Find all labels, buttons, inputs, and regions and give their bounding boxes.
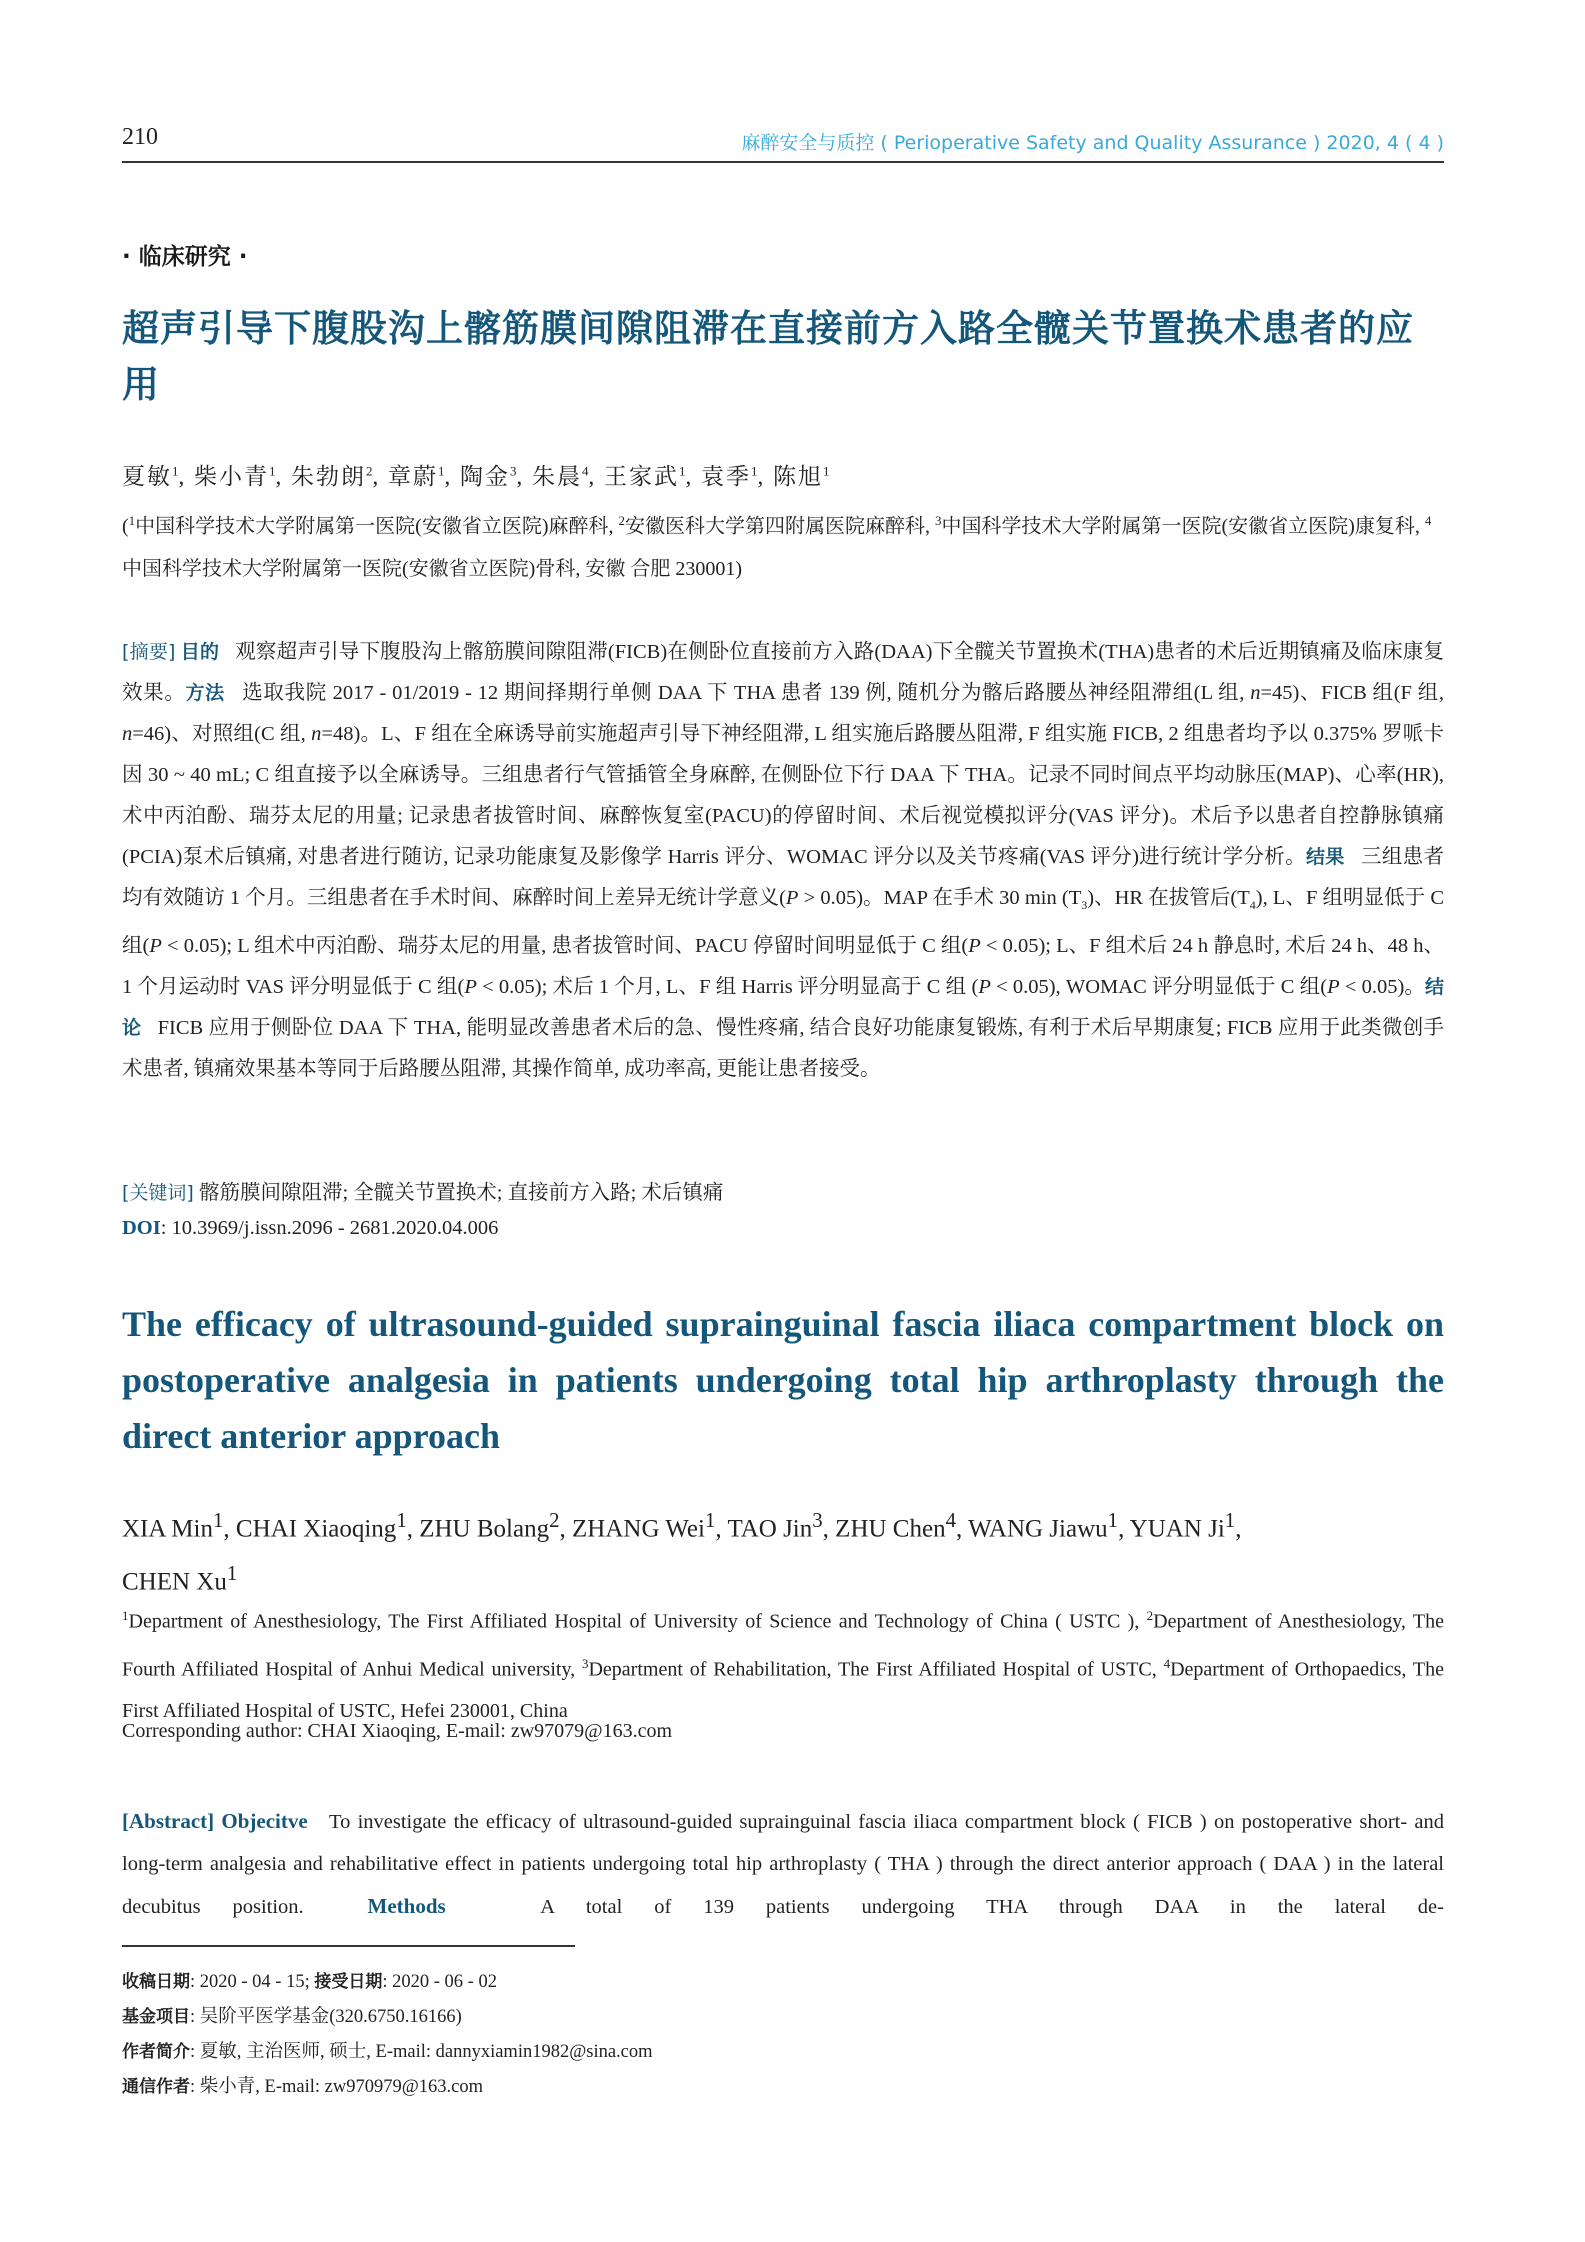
abstract-label: [Abstract] — [122, 1809, 215, 1833]
affiliation: Department of Anesthesiology, The Fourth Affiliated Hospital of Anhui Medical university, — [122, 1610, 1445, 1681]
abstract-cn — [122, 632, 1444, 1090]
column-label: · 临床研究 · — [122, 244, 248, 270]
funding-value: : 吴阶平医学基金(320.6750.16166) — [190, 2007, 462, 2027]
n-symbol: n — [122, 723, 133, 745]
author-aff: 1 — [823, 463, 830, 479]
affiliation: Department of Anesthesiology, The First Affiliated Hospital of University of Science and Technology of China ( USTC ), — [128, 1610, 1147, 1633]
author-aff: 4 — [945, 1508, 956, 1532]
author-aff: 1 — [212, 1508, 224, 1532]
funding-label: 基金项目 — [122, 2007, 190, 2027]
footnote-author-bio — [122, 2035, 653, 2070]
subscript: 3 — [1081, 898, 1088, 913]
title-en: The efficacy of ultrasound-guided suprainguinal fascia iliaca compartment block on postoperative analgesia in patients undergoing total hip arthroplasty through the direct anterior approach — [122, 1304, 1444, 1456]
doi-value[interactable]: : 10.3969/j.issn.2096 - 2681.2020.04.006 — [160, 1217, 499, 1239]
p-symbol: P — [785, 887, 799, 909]
p-symbol: P — [968, 935, 981, 958]
doi — [122, 1217, 498, 1240]
corresponding-label: 通信作者 — [122, 2077, 190, 2097]
header-divider — [122, 161, 1444, 163]
affiliation: Department of Orthopaedics, The First Affiliated Hospital of USTC, Hefei 230001, China — [122, 1658, 1444, 1723]
author-aff: 3 — [510, 463, 517, 479]
author-aff: 2 — [366, 463, 373, 479]
methods-text: =45)、FICB 组(F 组, — [1260, 682, 1445, 704]
results-text: 三组患者均有效随访 1 个月。三组患者在手术时间、麻醉时间上差异无统计学意义( — [122, 846, 1444, 909]
author-aff: 1 — [172, 463, 179, 479]
accepted-label: 接受日期 — [314, 1972, 383, 1992]
p-symbol: P — [464, 976, 477, 999]
author-aff: 1 — [269, 463, 276, 479]
p-symbol: P — [978, 976, 991, 999]
authors-cn: 夏敏$^1$, 柴小青$^1$, 朱勃朗$^2$, 章蔚$^1$, 陶金$^3$, 朱晨$^4$, 王家武$^1$, 袁季$^1$, 陈旭$^1$ — [122, 463, 830, 489]
author: 陈旭 — [773, 464, 823, 489]
received-value: : 2020 - 04 - 15; — [190, 1972, 315, 1992]
methods-text: A total of 139 patients undergoing THA through DAA in the lateral de- — [540, 1896, 1444, 1918]
methods-text: 选取我院 2017 - 01/2019 - 12 期间择期行单侧 DAA 下 THA 患者 139 例, 随机分为髂后路腰丛神经阻滞组(L 组, — [242, 682, 1251, 704]
objective-text: To investigate the efficacy of ultrasound-guided suprainguinal fascia iliaca compartment block ( FICB ) on postoperative short- and long-term analgesia and rehabilitative effect in patients undergoing total hip arthroplasty ( THA ) through the direct anterior approach ( DAA ) in the lateral decubitus position. — [122, 1811, 1445, 1918]
n-symbol: n — [1250, 682, 1261, 704]
subscript: 4 — [1249, 898, 1256, 913]
abstract-label: [摘要] — [122, 641, 176, 663]
journal-citation: 麻醉安全与质控 ( Perioperative Safety and Quality Assurance ) 2020, 4 ( 4 ) — [741, 132, 1444, 154]
objective-label: Objecitve — [221, 1809, 308, 1833]
author-aff: 1 — [396, 1508, 407, 1532]
p-symbol: P — [1327, 976, 1340, 999]
author: ZHU Bolang — [419, 1515, 550, 1543]
keywords-label: [关键词] — [122, 1182, 194, 1204]
author-aff: 1 — [1107, 1508, 1119, 1532]
results-text: > 0.05)。MAP 在手术 30 min (T — [798, 887, 1082, 909]
author-aff: 1 — [751, 463, 758, 479]
conclusion-text: FICB 应用于侧卧位 DAA 下 THA, 能明显改善患者术后的急、慢性疼痛, 结合良好功能康复锻炼, 有利于术后早期康复; FICB 应用于此类微创手术患者, 镇痛效果基本等同于后路腰丛阻滞, 其操作简单, 成功率高, 更能让患者接受。 — [122, 1017, 1444, 1081]
objective-label: 目的 — [180, 641, 220, 663]
methods-text: =46)、对照组(C 组, — [132, 723, 312, 745]
results-text: < 0.05), WOMAC 评分明显低于 C 组( — [990, 976, 1328, 999]
affiliation: 中国科学技术大学附属第一医院(安徽省立医院)骨科, 安徽 合肥 230001) — [122, 557, 742, 580]
accepted-value: : 2020 - 06 - 02 — [382, 1972, 497, 1992]
author-aff: 1 — [704, 1508, 716, 1532]
affiliations-cn: ($^1$中国科学技术大学附属第一医院(安徽省立医院)麻醉科, $^2$安徽医科大学第四附属医院麻醉科, $^3$中国科学技术大学附属第一医院(安徽省立医院)康复科, $^4$中国科学技术大学附属第一医院(安徽省立医院)骨科, 安徽 合肥 230001) — [122, 513, 1432, 580]
doi-label: DOI — [122, 1217, 161, 1239]
results-text: < 0.05); 术后 1 个月, L、F 组 Harris 评分明显高于 C 组 ( — [476, 976, 979, 999]
author-aff: 1 — [438, 463, 445, 479]
author: YUAN Ji — [1129, 1515, 1225, 1543]
author: 柴小青 — [194, 464, 269, 489]
methods-text: =48)。L、F 组在全麻诱导前实施超声引导下神经阻滞, L 组实施后路腰丛阻滞, F 组实施 FICB, 2 组患者均予以 0.375% 罗哌卡因 30 ~ 40 mL; C 组直接予以全麻诱导。三组患者行气管插管全身麻醉, 在侧卧位下行 DAA 下 THA。记录不同时间点平均动脉压(MAP)、心率(HR), 术中丙泊酚、瑞芬太尼的用量; 记录患者拔管时间、麻醉恢复室(PACU)的停留时间、术后视觉模拟评分(VAS 评分)。术后予以患者自控静脉镇痛(PCIA)泵术后镇痛, 对患者进行随访, 记录功能康复及影像学 Harris 评分、WOMAC 评分以及关节疼痛(VAS 评分)进行统计学分析。 — [122, 723, 1445, 868]
author: 王家武 — [604, 464, 679, 489]
author-bio-label: 作者简介 — [122, 2042, 190, 2062]
results-text: < 0.05); L、F 组术后 24 h 静息时, 术后 24 h、48 h、1 个月运动时 VAS 评分明显低于 C 组( — [122, 935, 1445, 999]
conclusion-label: 结论 — [122, 976, 1444, 1040]
affiliation: 中国科学技术大学附属第一医院(安徽省立医院)康复科, — [941, 515, 1420, 538]
methods-label: Methods — [367, 1894, 446, 1918]
author: 夏敏 — [122, 464, 172, 489]
authors-en: XIA Min$^1$, CHAI Xiaoqing$^1$, ZHU Bolang$^2$, ZHANG Wei$^1$, TAO Jin$^3$, ZHU Chen$^4$, WANG Jiawu$^1$, YUAN Ji$^1$, CHEN Xu$^1$ — [122, 1508, 1242, 1596]
results-text: )、HR 在拔管后(T — [1087, 887, 1250, 909]
running-header — [122, 124, 1444, 160]
results-text: < 0.05)。 — [1339, 976, 1425, 999]
author: 陶金 — [460, 464, 510, 489]
footnote-funding — [122, 2000, 653, 2035]
results-text: ), L、F 组明显低于 C 组( — [122, 887, 1444, 958]
page-number: 210 — [122, 124, 158, 150]
author-aff: 3 — [812, 1508, 823, 1532]
methods-label: 方法 — [185, 682, 225, 704]
author: CHAI Xiaoqing — [235, 1515, 397, 1543]
author: ZHU Chen — [835, 1515, 946, 1543]
objective-text: 观察超声引导下腹股沟上髂筋膜间隙阻滞(FICB)在侧卧位直接前方入路(DAA)下全髋关节置换术(THA)患者的术后近期镇痛及临床康复效果。 — [122, 641, 1445, 704]
footnote-dates — [122, 1965, 653, 2000]
author: 朱勃朗 — [291, 464, 366, 489]
affiliation: Department of Rehabilitation, The First Affiliated Hospital of USTC, — [588, 1658, 1164, 1681]
results-label: 结果 — [1305, 846, 1345, 868]
footnote-corresponding — [122, 2070, 653, 2105]
corresponding-value: : 柴小青, E-mail: zw970979@163.com — [190, 2077, 483, 2097]
corresponding-author-en: Corresponding author: CHAI Xiaoqing, E-mail: zw97079@163.com — [122, 1720, 672, 1742]
footnotes — [122, 1965, 653, 2105]
author-aff: 1 — [679, 463, 686, 479]
affiliation: 中国科学技术大学附属第一医院(安徽省立医院)麻醉科, — [135, 515, 614, 538]
footnote-divider — [122, 1945, 575, 1947]
keywords-text: 髂筋膜间隙阻滞; 全髋关节置换术; 直接前方入路; 术后镇痛 — [198, 1182, 724, 1204]
keywords-cn — [122, 1175, 723, 1205]
author-aff: 4 — [582, 463, 589, 479]
abstract-en — [122, 1800, 1444, 1928]
received-label: 收稿日期 — [122, 1972, 190, 1992]
author-aff: 1 — [226, 1561, 238, 1586]
author: 朱晨 — [532, 464, 582, 489]
author: CHEN Xu — [122, 1568, 227, 1596]
author-aff: 2 — [549, 1508, 560, 1532]
author-aff: 1 — [1224, 1508, 1236, 1532]
author-bio-value: : 夏敏, 主治医师, 硕士, E-mail: dannyxiamin1982@sina.com — [190, 2042, 653, 2062]
author: 袁季 — [701, 464, 751, 489]
affiliations-en: $^1$Department of Anesthesiology, The First Affiliated Hospital of University of Science and Technology of China ( USTC ), $^2$Department of Anesthesiology, The Fourth Affiliated Hospital of Anhui Medical university, $^3$Department of Rehabilitation, The First Affiliated Hospital of USTC, $^4$Department of Orthopaedics, The First Affiliated Hospital of USTC, Hefei 230001, China — [122, 1608, 1445, 1723]
results-text: < 0.05); L 组术中丙泊酚、瑞芬太尼的用量, 患者拔管时间、PACU 停留时间明显低于 C 组( — [161, 935, 969, 958]
author: 章蔚 — [388, 464, 438, 489]
affiliation: 安徽医科大学第四附属医院麻醉科, — [625, 515, 930, 538]
author: ZHANG Wei — [572, 1515, 705, 1543]
author: TAO Jin — [727, 1515, 813, 1543]
n-symbol: n — [311, 723, 322, 745]
author: XIA Min — [122, 1515, 213, 1543]
title-cn: 超声引导下腹股沟上髂筋膜间隙阻滞在直接前方入路全髋关节置换术患者的应用 — [122, 306, 1414, 406]
author: WANG Jiawu — [968, 1515, 1108, 1543]
p-symbol: P — [149, 935, 162, 958]
